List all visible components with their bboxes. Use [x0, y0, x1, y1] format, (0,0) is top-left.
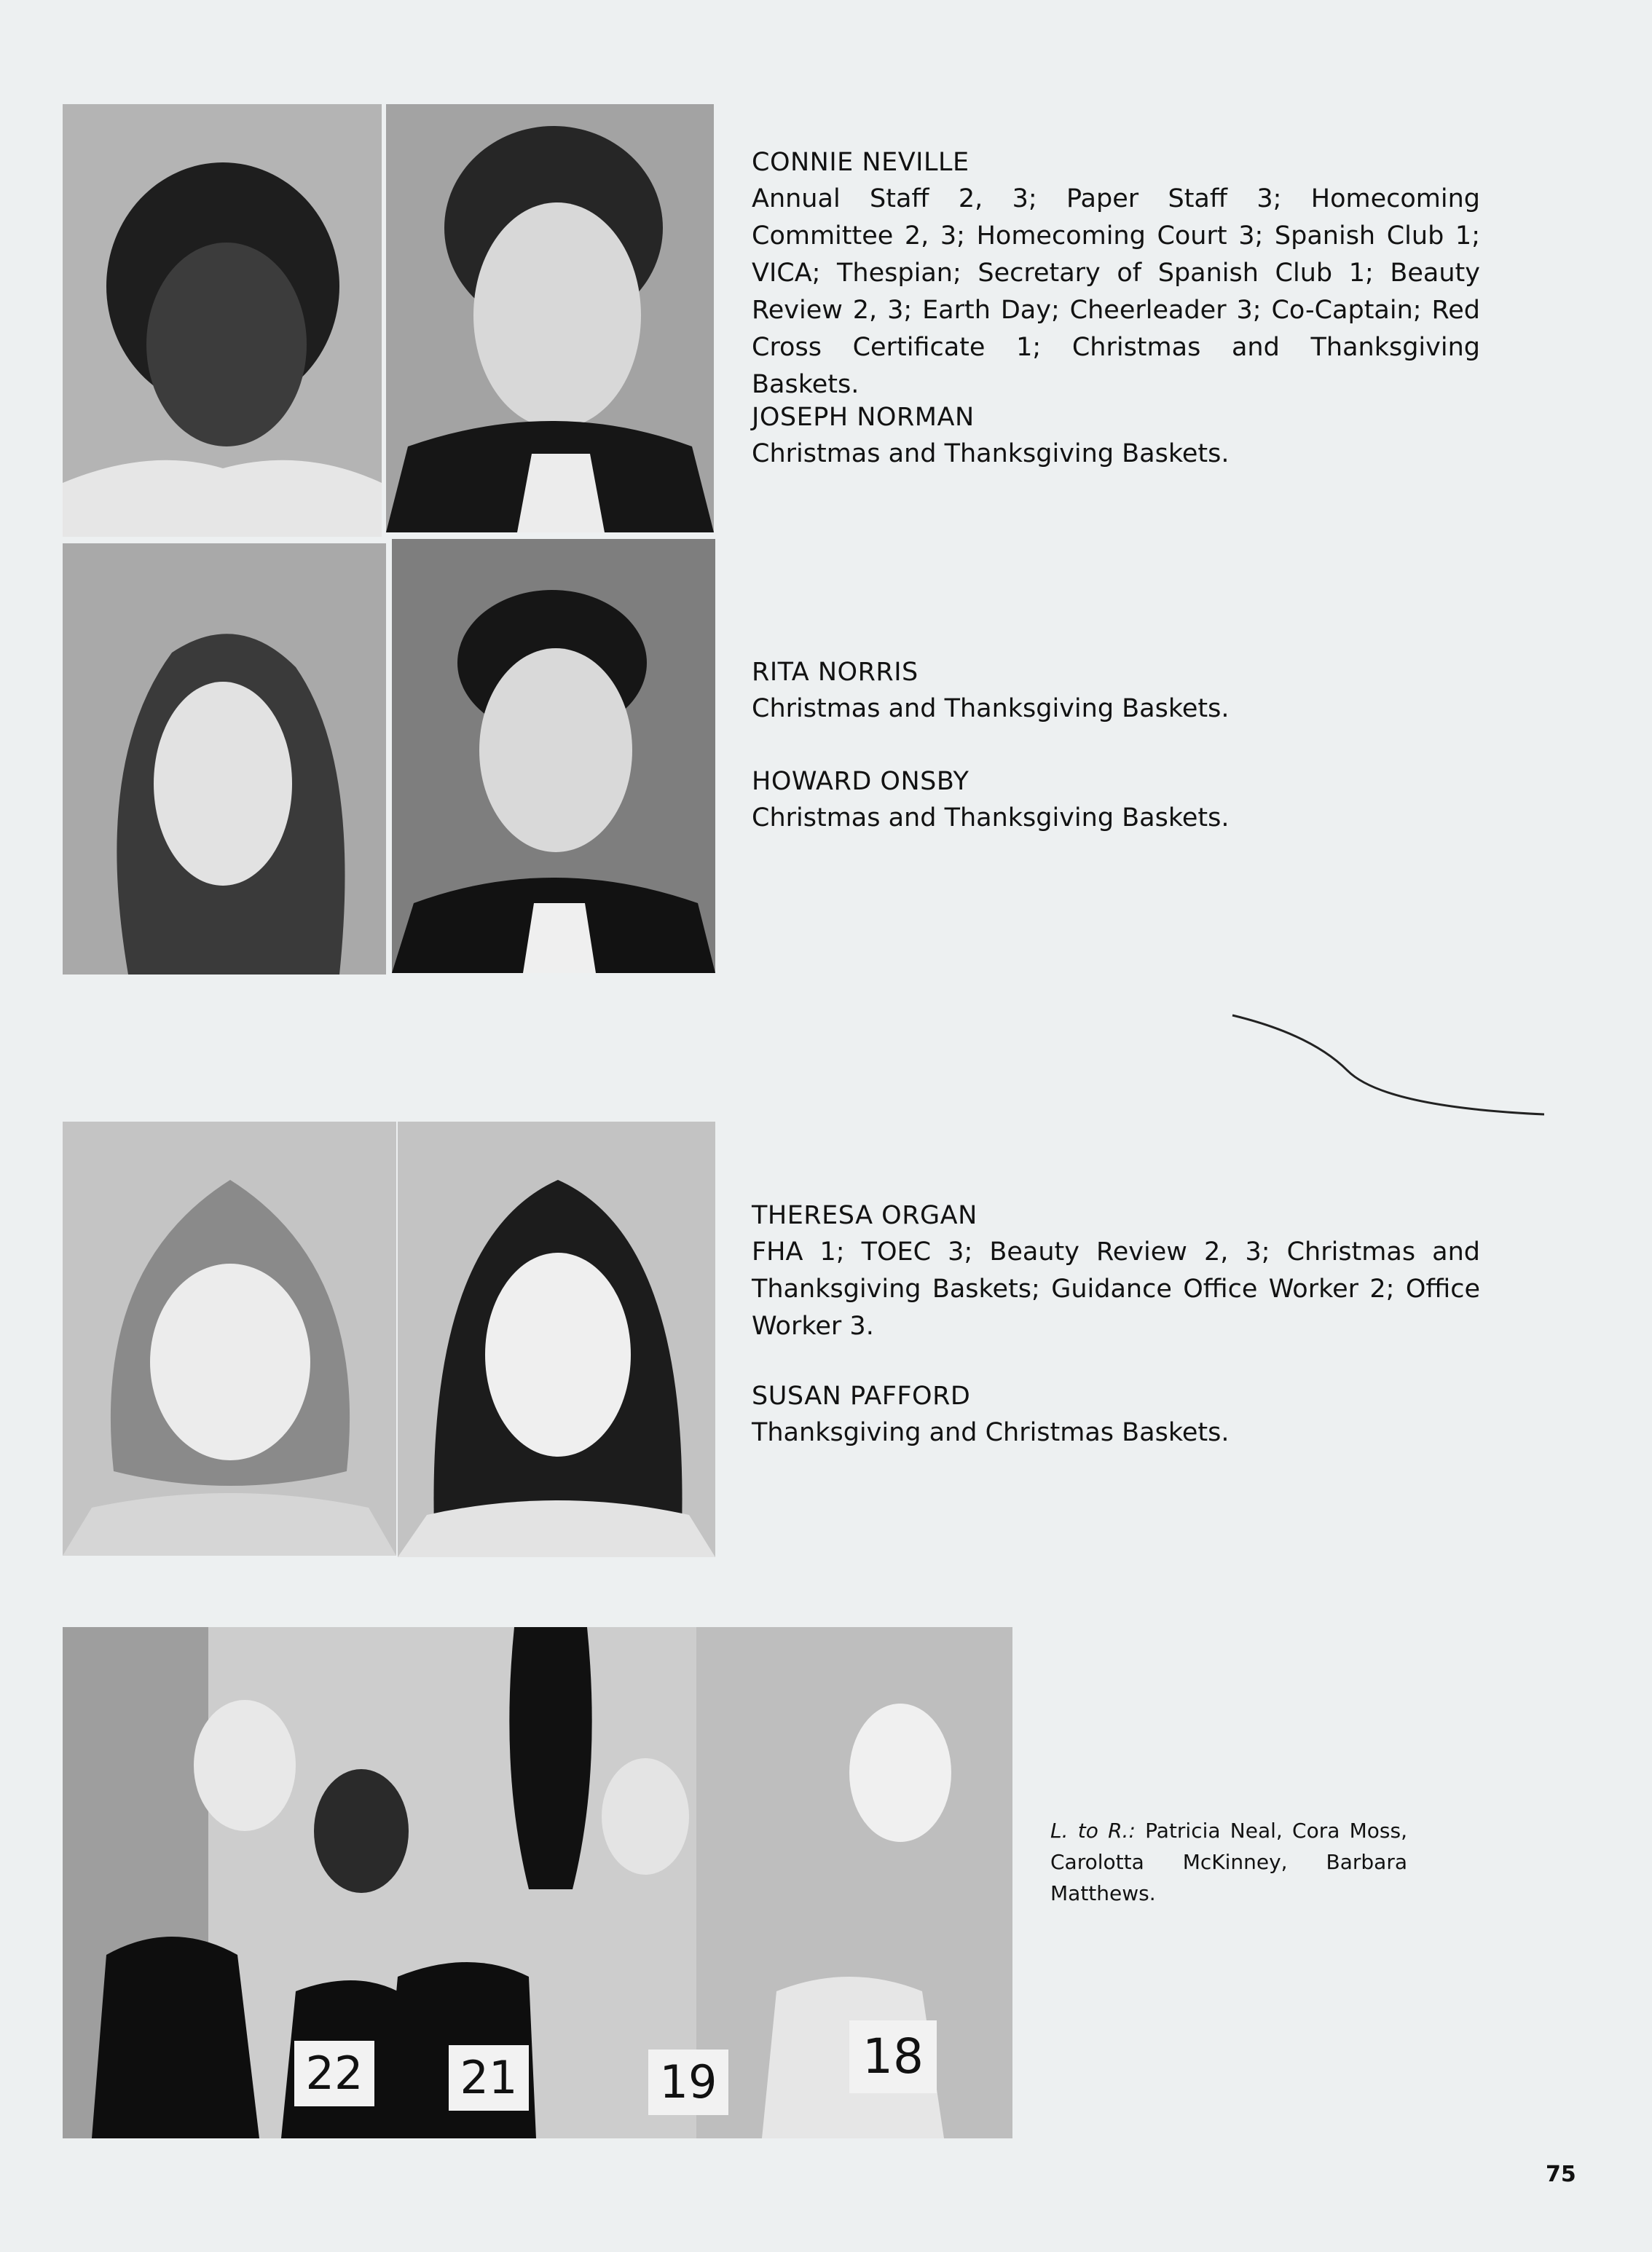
student-activities: Thanksgiving and Christmas Baskets. — [752, 1418, 1230, 1447]
student-activities: Annual Staff 2, 3; Paper Staff 3; Homecoming Committee 2, 3; Homecoming Court 3; Spanish Club 1; VICA; Thespian; Secretary of Spanish Club 1; Beauty Review 2, 3; Earth Day; Cheerleader 3; Co-Captain; Red Cross Certificate 1; Christmas and Thanksgiving Baskets. — [752, 184, 1480, 399]
student-name: HOWARD ONSBY — [752, 767, 969, 796]
portrait-photo-howard-onsby — [392, 539, 715, 973]
student-activities: FHA 1; TOEC 3; Beauty Review 2, 3; Christmas and Thanksgiving Baskets; Guidance Office Worker 2; Office Worker 3. — [752, 1237, 1480, 1341]
student-name: RITA NORRIS — [752, 658, 919, 687]
entry-susan-pafford — [752, 1378, 1480, 1452]
group-photo-contestants — [63, 1627, 1012, 2138]
portrait-photo-rita-norris — [63, 543, 386, 975]
entry-rita-norris — [752, 654, 1480, 728]
entry-theresa-organ — [752, 1197, 1480, 1345]
student-name: JOSEPH NORMAN — [752, 403, 975, 432]
contestant-number-21: 21 — [449, 2045, 529, 2111]
entry-connie-neville — [752, 144, 1480, 403]
contestant-number-22: 22 — [294, 2041, 374, 2106]
portrait-photo-connie-neville — [63, 104, 382, 537]
portrait-photo-susan-pafford — [398, 1122, 715, 1557]
portrait-photo-joseph-norman — [386, 104, 714, 532]
pen-mark — [1224, 1005, 1544, 1122]
student-name: CONNIE NEVILLE — [752, 148, 969, 177]
contestant-number-19: 19 — [648, 2050, 728, 2115]
caption-text: Patricia Neal, Cora Moss, Carolotta McKinney, Barbara Matthews. — [1050, 1819, 1408, 1905]
student-activities: Christmas and Thanksgiving Baskets. — [752, 694, 1230, 723]
entry-howard-onsby — [752, 763, 1480, 837]
entry-joseph-norman — [752, 399, 1480, 473]
student-activities: Christmas and Thanksgiving Baskets. — [752, 439, 1230, 468]
student-name: THERESA ORGAN — [752, 1201, 978, 1230]
student-activities: Christmas and Thanksgiving Baskets. — [752, 803, 1230, 832]
page-number: 75 — [1546, 2162, 1576, 2187]
student-name: SUSAN PAFFORD — [752, 1382, 971, 1411]
caption-lead: L. to R.: — [1050, 1819, 1136, 1843]
portrait-photo-theresa-organ — [63, 1122, 396, 1556]
contestant-number-18: 18 — [849, 2020, 937, 2093]
group-photo-caption — [1050, 1815, 1407, 1909]
